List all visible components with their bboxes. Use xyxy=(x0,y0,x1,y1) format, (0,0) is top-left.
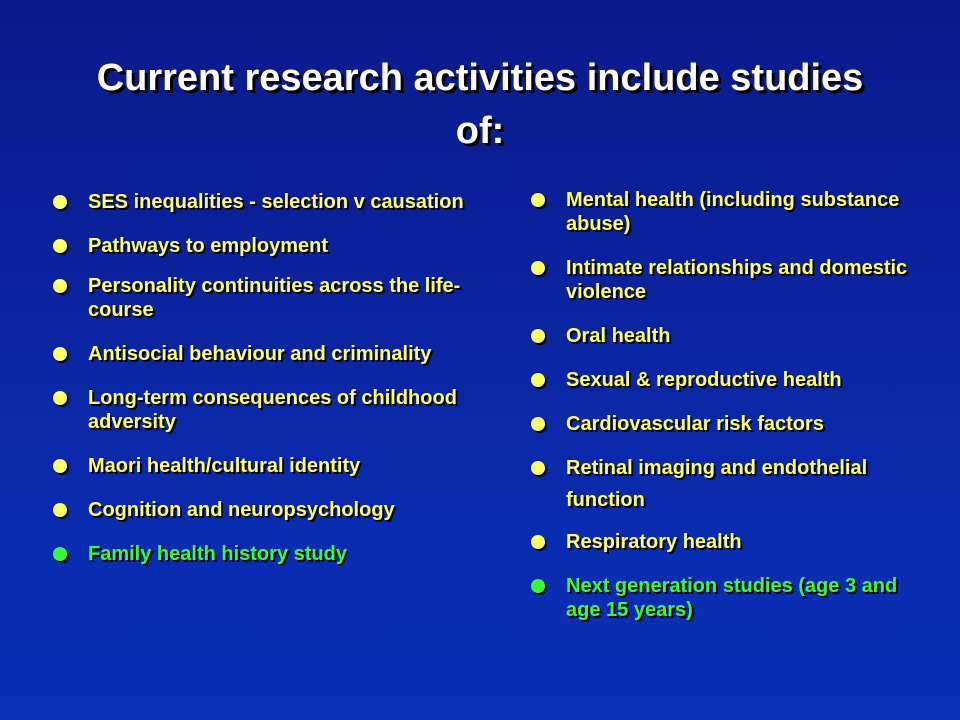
list-item-text: Cognition and neuropsychology xyxy=(88,499,395,521)
list-item xyxy=(52,342,472,366)
list-item xyxy=(530,188,930,236)
bullet-icon xyxy=(53,391,67,405)
slide-title: Current research activities include studies of: xyxy=(96,57,864,152)
list-item-text: Sexual & reproductive health xyxy=(566,369,842,391)
list-item xyxy=(52,386,472,434)
list-item-text: Mental health (including substance abuse) xyxy=(566,189,900,235)
list-item-text: Cardiovascular risk factors xyxy=(566,413,824,435)
list-item-text: Retinal imaging and endothelial function xyxy=(566,457,868,511)
bullet-icon xyxy=(53,279,67,293)
list-item xyxy=(52,274,472,322)
list-item-text: Long-term consequences of childhood adversity xyxy=(88,387,457,433)
list-item-text: Personality continuities across the life-course xyxy=(88,275,461,321)
list-item xyxy=(52,498,472,522)
list-item-text: Respiratory health xyxy=(566,531,742,553)
list-item xyxy=(530,256,930,304)
list-item xyxy=(52,454,472,478)
bullet-icon xyxy=(531,193,545,207)
list-item-text: SES inequalities - selection v causation xyxy=(88,191,464,213)
bullet-icon xyxy=(53,195,67,209)
bullet-icon xyxy=(53,459,67,473)
bullet-icon xyxy=(531,535,545,549)
list-item xyxy=(530,412,930,436)
bullet-icon xyxy=(53,503,67,517)
bullet-icon xyxy=(531,373,545,387)
list-item xyxy=(52,542,472,566)
bullet-icon xyxy=(531,579,545,593)
right-bullet-list xyxy=(530,188,930,642)
list-item xyxy=(530,574,930,622)
bullet-icon xyxy=(531,261,545,275)
left-bullet-list xyxy=(52,190,472,586)
bullet-icon xyxy=(531,417,545,431)
list-item xyxy=(52,234,472,258)
list-item-text: Next generation studies (age 3 and age 15 years) xyxy=(566,575,898,621)
list-item-text: Antisocial behaviour and criminality xyxy=(88,343,432,365)
list-item xyxy=(530,324,930,348)
list-item xyxy=(530,530,930,554)
list-item xyxy=(530,452,930,516)
list-item xyxy=(530,368,930,392)
bullet-icon xyxy=(531,329,545,343)
bullet-icon xyxy=(53,347,67,361)
list-item-text: Oral health xyxy=(566,325,671,347)
list-item-text: Pathways to employment xyxy=(88,235,329,257)
list-item xyxy=(52,190,472,214)
bullet-icon xyxy=(53,547,67,561)
list-item-text: Intimate relationships and domestic violence xyxy=(566,257,908,303)
list-item-text: Family health history study xyxy=(88,543,347,565)
bullet-icon xyxy=(53,239,67,253)
list-item-text: Maori health/cultural identity xyxy=(88,455,361,477)
bullet-icon xyxy=(531,461,545,475)
